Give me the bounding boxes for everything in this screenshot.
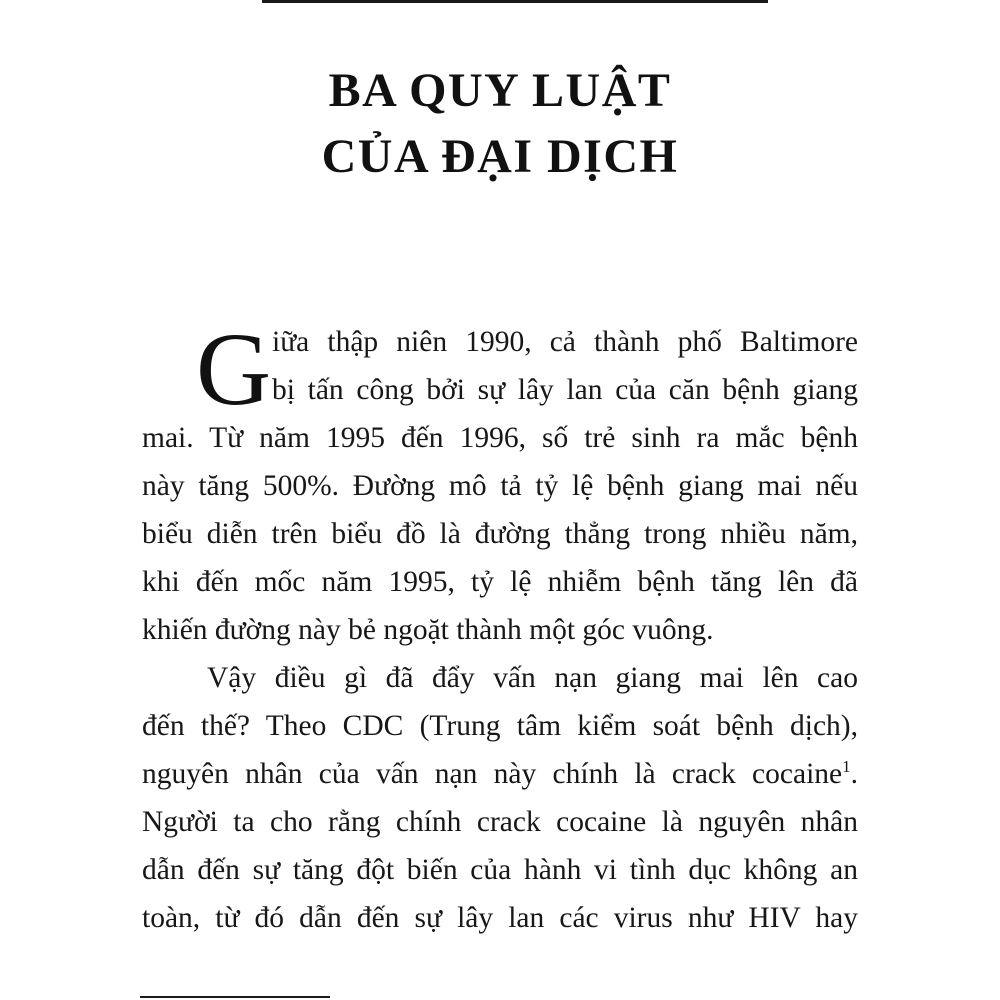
body-line: đến thế? Theo CDC (Trung tâm kiểm soát bệnh dịch), [142,710,858,742]
body-line: Người ta cho rằng chính crack cocaine là nguyên nhân [142,806,858,838]
body-line: toàn, từ đó dẫn đến sự lây lan các virus như HIV hay [142,902,858,934]
footnote-rule [140,996,330,998]
chapter-title-line-2: CỦA ĐẠI DỊCH [321,130,679,183]
body-line: bị tấn công bởi sự lây lan của căn bệnh giang [272,374,858,406]
footnote-marker: 1 [842,757,851,776]
chapter-title [0,58,1000,190]
body-line: khiến đường này bẻ ngoặt thành một góc vuông. [142,614,714,646]
chapter-title-line-1: BA QUY LUẬT [328,64,672,117]
body-line: mai. Từ năm 1995 đến 1996, số trẻ sinh ra mắc bệnh [142,422,858,454]
top-rule [262,0,768,3]
body-line: này tăng 500%. Đường mô tả tỷ lệ bệnh giang mai nếu [142,470,858,502]
body-line: Vậy điều gì đã đẩy vấn nạn giang mai lên cao [207,662,858,694]
body-line: biểu diễn trên biểu đồ là đường thẳng trong nhiều năm, [142,518,858,550]
sentence-period: . [850,758,858,790]
drop-cap: G [196,312,272,427]
body-line: khi đến mốc năm 1995, tỷ lệ nhiễm bệnh tăng lên đã [142,566,858,598]
body-line-text: nguyên nhân của vấn nạn này chính là crack cocaine [142,758,843,790]
body-line: iữa thập niên 1990, cả thành phố Baltimore [272,326,858,358]
body-line: dẫn đến sự tăng đột biến của hành vi tình dục không an [142,854,858,886]
body-line-with-footnote [142,754,858,794]
